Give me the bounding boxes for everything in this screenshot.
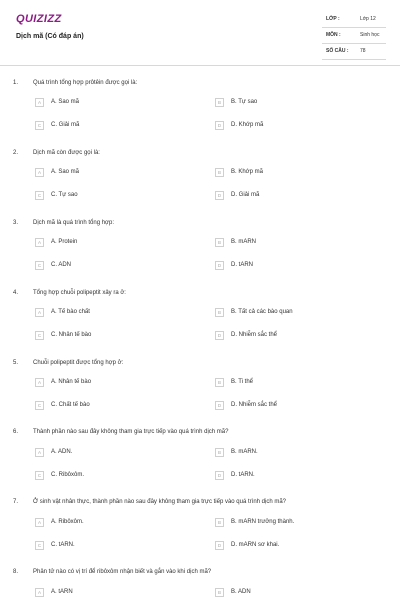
option-letter-box: A	[35, 168, 44, 177]
option-letter-box: B	[215, 168, 224, 177]
option-text: C. ADN	[51, 262, 72, 268]
meta-row-class	[322, 12, 386, 28]
option-text: C. Chất tế bào	[51, 402, 90, 408]
option-letter-box: B	[215, 378, 224, 387]
worksheet-header	[0, 0, 400, 66]
option-text: C. Giải mã	[51, 122, 80, 128]
option-text: B. Tất cả các bào quan	[231, 309, 293, 315]
option-d[interactable]	[215, 121, 355, 132]
meta-label: SỐ CÂU :	[326, 48, 349, 54]
option-letter-box: B	[215, 448, 224, 457]
option-text: D. Nhiễm sắc thể	[231, 402, 278, 408]
option-d[interactable]	[215, 541, 355, 552]
question-text: Dịch mã là quá trình tổng hợp:	[33, 220, 114, 226]
option-text: A. Sao mã	[51, 169, 80, 175]
option-letter-box: C	[35, 121, 44, 130]
option-b[interactable]	[215, 588, 355, 599]
option-c[interactable]	[35, 191, 175, 202]
option-b[interactable]	[215, 378, 355, 389]
option-letter-box: D	[215, 261, 224, 270]
option-a[interactable]	[35, 588, 175, 599]
worksheet-meta	[322, 12, 386, 60]
worksheet-title: Dịch mã (Có đáp án)	[16, 33, 84, 40]
option-a[interactable]	[35, 168, 175, 179]
option-letter-box: B	[215, 308, 224, 317]
option-text: B. Tự sao	[231, 99, 258, 105]
option-text: B. Ti thể	[231, 379, 254, 385]
option-text: A. Protein	[51, 239, 78, 245]
option-d[interactable]	[215, 471, 355, 482]
option-a[interactable]	[35, 98, 175, 109]
option-letter-box: D	[215, 471, 224, 480]
question-number: 8.	[13, 569, 19, 575]
question-text: Tổng hợp chuỗi polipeptit xảy ra ở:	[33, 290, 126, 296]
option-letter-box: B	[215, 238, 224, 247]
option-c[interactable]	[35, 401, 175, 412]
option-a[interactable]	[35, 448, 175, 459]
option-text: B. ADN	[231, 589, 251, 595]
question-text: Phân tử nào có vị trí để ribôxôm nhận biết và gắn vào khi dịch mã?	[33, 569, 212, 575]
option-letter-box: C	[35, 541, 44, 550]
option-b[interactable]	[215, 518, 355, 529]
option-text: B. mARN trưởng thành.	[231, 519, 295, 525]
option-d[interactable]	[215, 191, 355, 202]
option-letter-box: D	[215, 191, 224, 200]
option-text: C. Ribôxôm.	[51, 472, 85, 478]
option-d[interactable]	[215, 401, 355, 412]
option-text: B. mARN	[231, 239, 257, 245]
option-text: C. Nhân tế bào	[51, 332, 92, 338]
option-text: A. Tế bào chất	[51, 309, 90, 315]
meta-label: LỚP :	[326, 16, 340, 22]
option-text: A. ADN.	[51, 449, 73, 455]
option-text: D. tARN	[231, 262, 254, 268]
option-letter-box: B	[215, 588, 224, 597]
option-text: A. tARN	[51, 589, 73, 595]
question-text: Chuỗi polipeptit được tổng hợp ở:	[33, 360, 124, 366]
option-a[interactable]	[35, 308, 175, 319]
option-d[interactable]	[215, 331, 355, 342]
option-text: D. Khớp mã	[231, 122, 264, 128]
option-b[interactable]	[215, 308, 355, 319]
option-text: A. Nhân tế bào	[51, 379, 92, 385]
meta-row-subject	[322, 28, 386, 44]
option-b[interactable]	[215, 238, 355, 249]
option-a[interactable]	[35, 238, 175, 249]
meta-value: Lớp 12	[360, 16, 376, 22]
option-text: D. Nhiễm sắc thể	[231, 332, 278, 338]
option-text: B. mARN.	[231, 449, 258, 455]
question-number: 5.	[13, 360, 19, 366]
option-c[interactable]	[35, 121, 175, 132]
option-text: B. Khớp mã	[231, 169, 263, 175]
option-letter-box: A	[35, 518, 44, 527]
option-letter-box: A	[35, 448, 44, 457]
option-text: D. mARN sơ khai.	[231, 542, 280, 548]
question-number: 4.	[13, 290, 19, 296]
option-c[interactable]	[35, 261, 175, 272]
option-c[interactable]	[35, 331, 175, 342]
option-letter-box: A	[35, 308, 44, 317]
question-text: Dịch mã còn được gọi là:	[33, 150, 100, 156]
option-letter-box: C	[35, 471, 44, 480]
question-number: 2.	[13, 150, 19, 156]
question-number: 6.	[13, 429, 19, 435]
question-text: Thành phần nào sau đây không tham gia trực tiếp vào quá trình dịch mã?	[33, 429, 229, 435]
option-letter-box: A	[35, 98, 44, 107]
option-letter-box: D	[215, 121, 224, 130]
option-a[interactable]	[35, 378, 175, 389]
question-text: Quá trình tổng hợp prôtêin được gọi là:	[33, 80, 138, 86]
meta-row-count	[322, 44, 386, 60]
option-text: D. Giải mã	[231, 192, 260, 198]
option-c[interactable]	[35, 471, 175, 482]
option-b[interactable]	[215, 448, 355, 459]
meta-value: 78	[360, 48, 366, 54]
option-letter-box: C	[35, 331, 44, 340]
option-letter-box: C	[35, 191, 44, 200]
option-letter-box: B	[215, 518, 224, 527]
option-text: D. tARN.	[231, 472, 255, 478]
option-b[interactable]	[215, 98, 355, 109]
meta-label: MÔN :	[326, 32, 341, 38]
option-letter-box: D	[215, 331, 224, 340]
quizizz-logo: QUIZIZZ	[16, 13, 62, 25]
question-number: 3.	[13, 220, 19, 226]
meta-value: Sinh học	[360, 32, 380, 38]
option-a[interactable]	[35, 518, 175, 529]
option-text: A. Sao mã	[51, 99, 80, 105]
question-number: 1.	[13, 80, 19, 86]
question-number: 7.	[13, 499, 19, 505]
option-b[interactable]	[215, 168, 355, 179]
option-letter-box: A	[35, 378, 44, 387]
option-letter-box: B	[215, 98, 224, 107]
option-letter-box: C	[35, 261, 44, 270]
question-text: Ở sinh vật nhân thực, thành phần nào sau đây không tham gia trực tiếp vào quá trình dịch mã?	[33, 499, 287, 505]
option-letter-box: D	[215, 401, 224, 410]
option-letter-box: A	[35, 238, 44, 247]
option-d[interactable]	[215, 261, 355, 272]
option-text: C. tARN.	[51, 542, 75, 548]
option-c[interactable]	[35, 541, 175, 552]
option-letter-box: A	[35, 588, 44, 597]
option-letter-box: C	[35, 401, 44, 410]
option-letter-box: D	[215, 541, 224, 550]
option-text: C. Tự sao	[51, 192, 78, 198]
option-text: A. Ribôxôm.	[51, 519, 84, 525]
